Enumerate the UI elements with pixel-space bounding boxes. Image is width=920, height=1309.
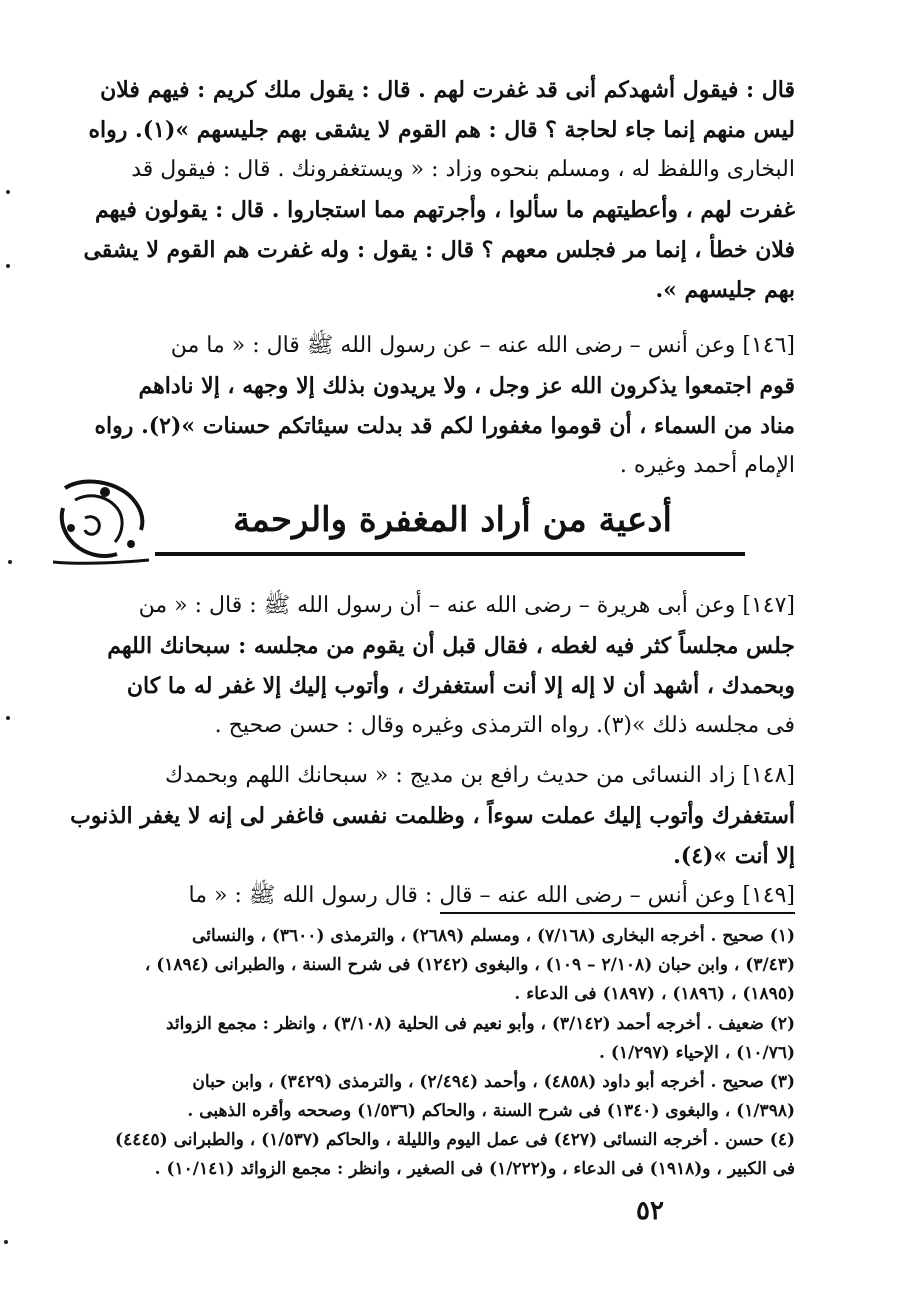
hadith-148-line: [١٤٨] زاد النسائى من حديث رافع بن مديج : « سبحانك اللهم وبحمدك <box>165 763 795 788</box>
text-line: ليس منهم إنما جاء لحاجة ؟ قال : هم القوم لا يشقى بهم جليسهم »(١). رواه <box>88 117 795 143</box>
footnote-line: فى الكبير ، و(١٩١٨) فى الدعاء ، و(١/٢٢٢) فى الصغير ، وانظر : مجمع الزوائد (١٠/١٤١) . <box>154 1159 795 1179</box>
hadith-146-line: مناد من السماء ، أن قوموا مغفورا لكم قد بدلت سيئاتكم حسنات »(٢). رواه <box>94 413 795 439</box>
hadith-147-line: جلس مجلساً كثر فيه لغطه ، فقال قبل أن يقوم من مجلسه : سبحانك اللهم <box>107 633 795 659</box>
footnote-line: (١٨٩٥) ، (١٨٩٦) ، (١٨٩٧) فى الدعاء . <box>514 984 795 1004</box>
section-heading <box>45 478 745 570</box>
title-underline <box>155 552 745 556</box>
text-line: قال : فيقول أشهدكم أنى قد غفرت لهم . قال : يقول ملك كريم : فيهم فلان <box>100 77 795 103</box>
scan-speck <box>4 1240 8 1244</box>
page-number: ٥٢ <box>636 1196 664 1226</box>
hadith-146-line: الإمام أحمد وغيره . <box>619 453 795 478</box>
footnote-line: (١) صحيح . أخرجه البخارى (٧/١٦٨) ، ومسلم (٢٦٨٩) ، والترمذى (٣٦٠٠) ، والنسائى <box>192 926 795 946</box>
text-line: فلان خطأ ، إنما مر فجلس معهم ؟ قال : يقول : وله غفرت هم القوم لا يشقى <box>83 237 795 263</box>
hadith-147-line: فى مجلسه ذلك »(٣). رواه الترمذى وغيره وقال : حسن صحيح . <box>214 713 795 738</box>
hadith-146-line: [١٤٦] وعن أنس – رضى الله عنه – عن رسول الله ﷺ قال : « ما من <box>170 333 795 358</box>
footnote-line: (٤) حسن . أخرجه النسائى (٤٢٧) فى عمل اليوم والليلة ، والحاكم (١/٥٣٧) ، والطبرانى (٤٤٤٥) <box>115 1130 795 1150</box>
hadith-148-line: أستغفرك وأتوب إليك عملت سوءاً ، وظلمت نفسى فاغفر لى إنه لا يغفر الذنوب <box>70 803 795 829</box>
scan-speck <box>6 190 10 194</box>
scan-speck <box>6 264 10 268</box>
scan-speck <box>8 560 12 564</box>
footnote-line: (٢) ضعيف . أخرجه أحمد (٣/١٤٢) ، وأبو نعيم فى الحلية (٣/١٠٨) ، وانظر : مجمع الزوائد <box>165 1014 795 1034</box>
footnote-line: (١٠/٧٦) ، الإحياء (١/٢٩٧) . <box>599 1043 795 1063</box>
hadith-148-line: إلا أنت »(٤). <box>673 843 795 869</box>
hadith-147-line: [١٤٧] وعن أبى هريرة – رضى الله عنه – أن رسول الله ﷺ : قال : « من <box>138 593 795 618</box>
footnote-separator <box>440 912 795 914</box>
text-line: البخارى واللفظ له ، ومسلم بنحوه وزاد : « ويستغفرونك . قال : فيقول قد <box>131 157 795 182</box>
floral-ornament-icon <box>45 478 155 570</box>
text-line: بهم جليسهم ». <box>655 277 795 303</box>
hadith-147-line: وبحمدك ، أشهد أن لا إله إلا أنت أستغفرك ، وأتوب إليك إلا غفر له ما كان <box>126 673 795 699</box>
footnote-line: (٣) صحيح . أخرجه أبو داود (٤٨٥٨) ، وأحمد (٢/٤٩٤) ، والترمذى (٣٤٢٩) ، وابن حبان <box>192 1072 795 1092</box>
text-line: غفرت لهم ، وأعطيتهم ما سألوا ، وأجرتهم مما استجاروا . قال : يقولون فيهم <box>95 197 795 223</box>
footnote-line: (١/٣٩٨) ، والبغوى (١٣٤٠) فى شرح السنة ، والحاكم (١/٥٣٦) وصححه وأقره الذهبى . <box>187 1101 795 1121</box>
section-title: أدعية من أراد المغفرة والرحمة <box>233 500 672 540</box>
hadith-146-line: قوم اجتمعوا يذكرون الله عز وجل ، ولا يريدون بذلك إلا وجهه ، إلا ناداهم <box>138 373 795 399</box>
hadith-149-line: [١٤٩] وعن أنس – رضى الله عنه – قال : قال رسول الله ﷺ : « ما <box>188 883 795 908</box>
scan-speck <box>6 716 10 720</box>
footnote-line: (٣/٤٣) ، وابن حبان (٢/١٠٨ – ١٠٩) ، والبغوى (١٢٤٢) فى شرح السنة ، والطبرانى (١٨٩٤) ، <box>144 955 795 975</box>
